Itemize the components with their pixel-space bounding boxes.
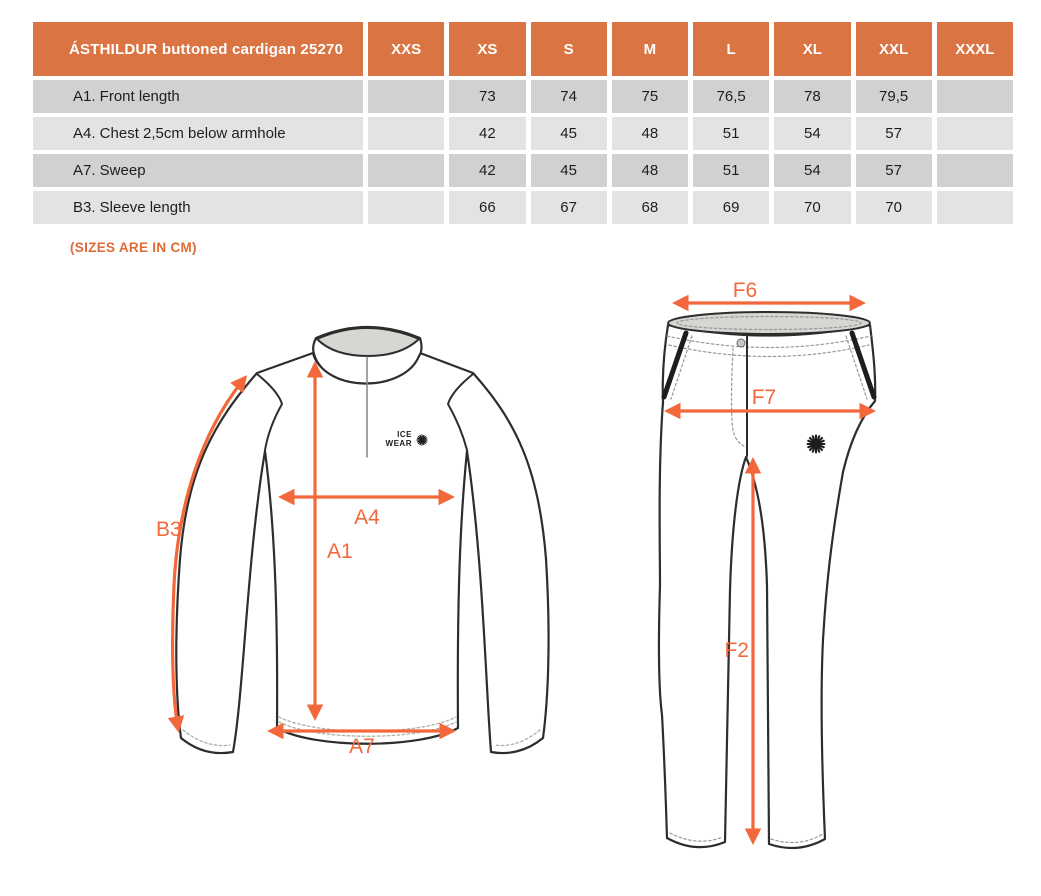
cell: 76,5 — [693, 80, 769, 113]
row-label-front-length: A1. Front length — [33, 80, 363, 113]
cell: 51 — [693, 154, 769, 187]
cell: 67 — [531, 191, 607, 224]
cell: 57 — [856, 117, 932, 150]
cell: 66 — [449, 191, 525, 224]
cell: 73 — [449, 80, 525, 113]
product-title: ÁSTHILDUR buttoned cardigan 25270 — [33, 22, 363, 76]
size-header-xl: XL — [774, 22, 850, 76]
cell: 48 — [612, 117, 688, 150]
icewear-logo-text: WEAR — [385, 439, 412, 448]
label-b3: B3 — [156, 518, 182, 541]
label-a4: A4 — [354, 506, 380, 529]
label-f7: F7 — [751, 386, 777, 409]
row-label-sweep: A7. Sweep — [33, 154, 363, 187]
cell: 51 — [693, 117, 769, 150]
cell: 69 — [693, 191, 769, 224]
size-header-s: S — [531, 22, 607, 76]
cell: 78 — [774, 80, 850, 113]
row-label-sleeve-length: B3. Sleeve length — [33, 191, 363, 224]
cell: 42 — [449, 117, 525, 150]
size-header-xxs: XXS — [368, 22, 444, 76]
cell: 42 — [449, 154, 525, 187]
cell: 74 — [531, 80, 607, 113]
cell: 70 — [774, 191, 850, 224]
label-a1: A1 — [327, 540, 353, 563]
size-header-xs: XS — [449, 22, 525, 76]
row-label-chest: A4. Chest 2,5cm below armhole — [33, 117, 363, 150]
cell: 79,5 — [856, 80, 932, 113]
cell: 54 — [774, 154, 850, 187]
cell: 68 — [612, 191, 688, 224]
sweater-drawing — [156, 327, 549, 758]
label-f6: F6 — [732, 279, 758, 302]
size-header-m: M — [612, 22, 688, 76]
pants-snowflake-icon — [808, 436, 825, 453]
cell: 70 — [856, 191, 932, 224]
pants-waist-shade — [668, 312, 870, 334]
sizes-in-cm-note: (SIZES ARE IN CM) — [70, 240, 197, 255]
cell: 45 — [531, 154, 607, 187]
cell: 57 — [856, 154, 932, 187]
size-header-l: L — [693, 22, 769, 76]
cell: 75 — [612, 80, 688, 113]
label-f2: F2 — [724, 639, 749, 662]
pants-drawing — [659, 279, 875, 848]
sweater-body-outline — [176, 353, 548, 753]
icewear-snowflake-icon — [417, 435, 427, 445]
size-header-xxl: XXL — [856, 22, 932, 76]
pants-button — [737, 339, 745, 347]
cell: 54 — [774, 117, 850, 150]
label-a7: A7 — [349, 735, 375, 758]
icewear-logo-text: ICE — [397, 430, 412, 439]
size-header-xxxl: XXXL — [937, 22, 1013, 76]
cell: 48 — [612, 154, 688, 187]
cell: 45 — [531, 117, 607, 150]
